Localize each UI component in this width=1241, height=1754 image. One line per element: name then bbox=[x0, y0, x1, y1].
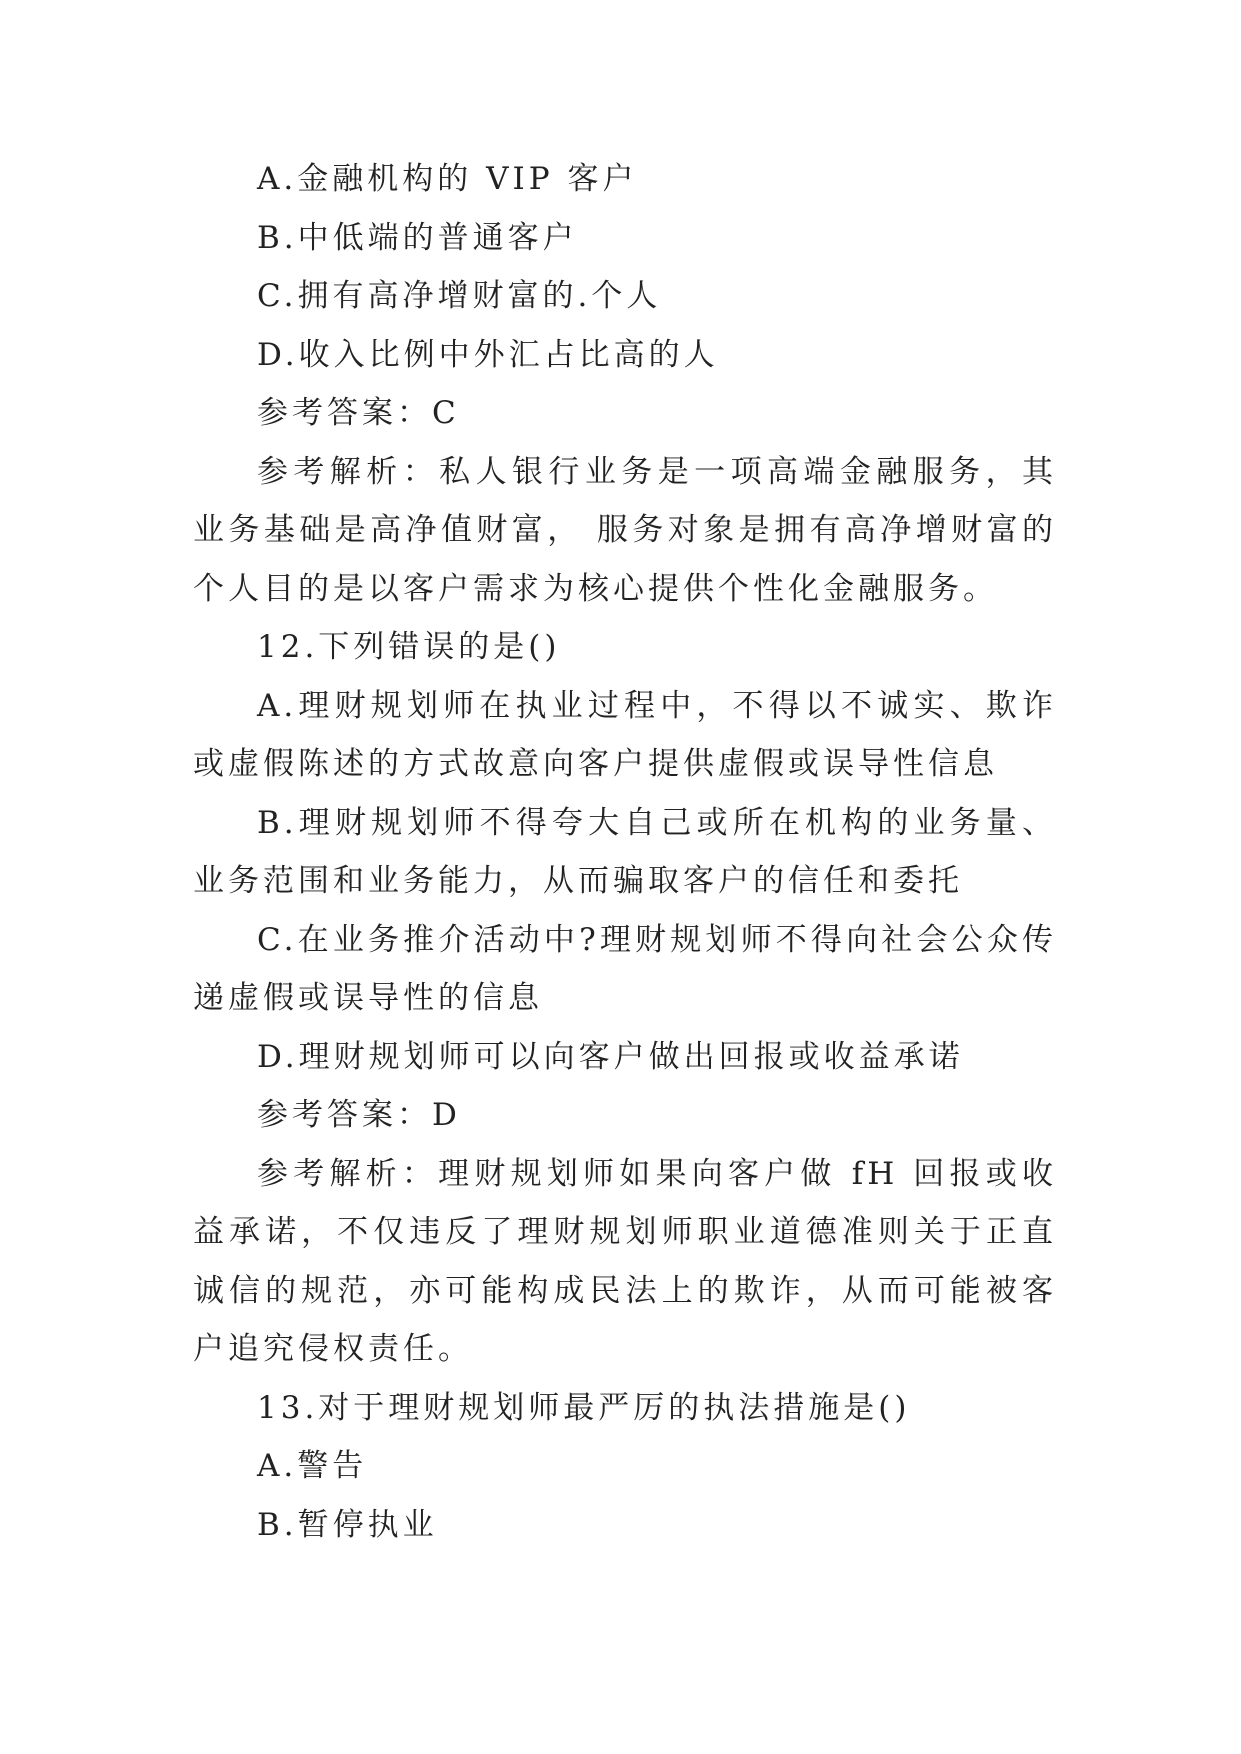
option-c-high-net-worth: C.拥有高净增财富的.个人 bbox=[257, 278, 662, 314]
option-b-ordinary-clients: B.中低端的普通客户 bbox=[257, 219, 578, 256]
q13-option-b: B.暂停执业 bbox=[257, 1506, 438, 1543]
explanation-q12: 参考解析：理财规划师如果向客户做 fH 回报或收益承诺，不仅违反了理财规划师职业道德准则关于正直诚信的规范，亦可能构成民法上的欺诈，从而可能被客户追究侵权责任。 bbox=[193, 1155, 1057, 1367]
q12-option-d: D.理财规划师可以向客户做出回报或收益承诺 bbox=[257, 1038, 964, 1075]
document-body bbox=[193, 150, 1057, 1554]
explanation-q11: 参考解析：私人银行业务是一项高端金融服务，其业务基础是高净值财富， 服务对象是拥有高净增财富的个人目的是以客户需求为核心提供个性化金融服务。 bbox=[193, 453, 1057, 607]
answer-q12: 参考答案：D bbox=[257, 1097, 461, 1133]
q12-option-a: A.理财规划师在执业过程中，不得以不诚实、欺诈或虚假陈述的方式故意向客户提供虚假或误导性信息 bbox=[193, 687, 1057, 782]
q12-option-c: C.在业务推介活动中?理财规划师不得向社会公众传递虚假或误导性的信息 bbox=[193, 921, 1057, 1016]
answer-q11: 参考答案：C bbox=[257, 395, 460, 431]
option-a-vip-clients: A.金融机构的 VIP 客户 bbox=[257, 161, 638, 197]
q13-option-a: A.警告 bbox=[257, 1448, 368, 1484]
question-12: 12.下列错误的是() bbox=[257, 629, 561, 665]
question-13: 13.对于理财规划师最严厉的执法措施是() bbox=[257, 1389, 911, 1426]
option-d-forex-ratio: D.收入比例中外汇占比高的人 bbox=[257, 336, 719, 373]
q12-option-b: B.理财规划师不得夸大自己或所在机构的业务量、业务范围和业务能力，从而骗取客户的信任和委托 bbox=[193, 804, 1057, 899]
